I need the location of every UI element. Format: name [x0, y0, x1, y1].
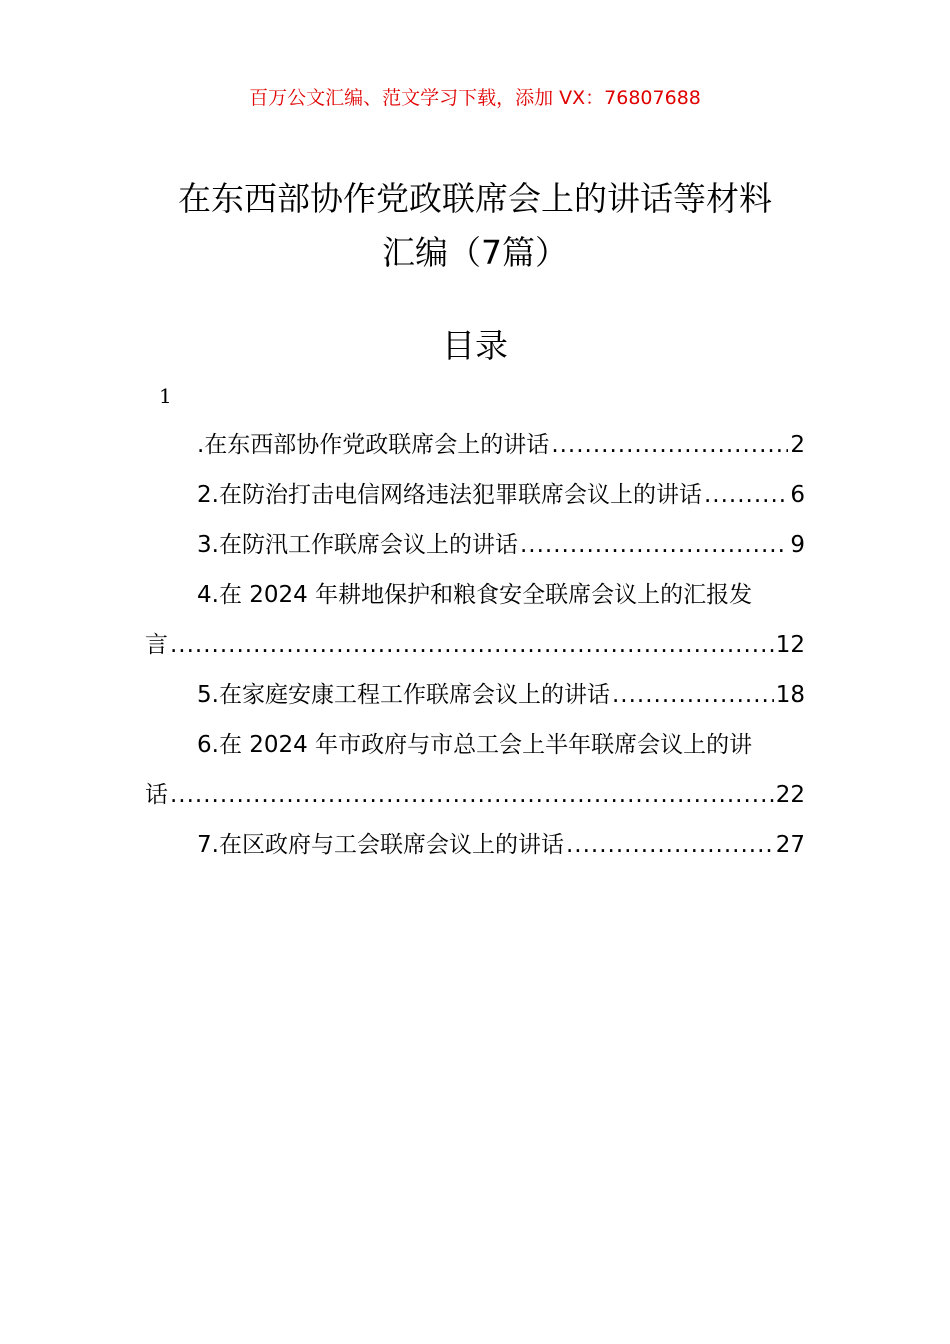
toc-entry-6-line-2[interactable] — [145, 770, 805, 820]
dot-leader — [704, 470, 788, 520]
toc-entry-label: .在东西部协作党政联席会上的讲话 — [197, 432, 550, 458]
toc-entry-1[interactable] — [145, 420, 805, 470]
document-title-line-1: 在东西部协作党政联席会上的讲话等材料 — [178, 179, 772, 218]
dot-leader — [170, 770, 774, 820]
toc-entry-page: 6 — [790, 482, 805, 508]
toc-entry-5[interactable] — [145, 670, 805, 720]
toc-entry-label: 5.在家庭安康工程工作联席会议上的讲话 — [197, 682, 610, 708]
toc-entry-4-line-2[interactable] — [145, 620, 805, 670]
header-note: 百万公文汇编、范文学习下载，添加 VX：76807688 — [249, 87, 701, 109]
dot-leader — [612, 670, 774, 720]
toc-entry-4-line-1[interactable] — [145, 570, 805, 620]
toc-entry-page: 27 — [775, 832, 805, 858]
toc-entry-page: 18 — [775, 682, 805, 708]
toc-entry-label-continued: 言 — [145, 632, 168, 658]
toc-entry-3[interactable] — [145, 520, 805, 570]
stray-number: 1 — [159, 384, 172, 408]
toc-entry-label: 7.在区政府与工会联席会议上的讲话 — [197, 832, 564, 858]
dot-leader — [566, 820, 774, 870]
toc-heading: 目录 — [442, 326, 508, 365]
toc-entry-7[interactable] — [145, 820, 805, 870]
document-title-line-2: 汇编（7篇） — [382, 233, 568, 272]
toc-entry-label: 2.在防治打击电信网络违法犯罪联席会议上的讲话 — [197, 482, 702, 508]
toc-entry-label: 6.在 2024 年市政府与市总工会上半年联席会议上的讲 — [197, 732, 753, 758]
toc-entry-page: 9 — [790, 532, 805, 558]
dot-leader — [520, 520, 788, 570]
document-title — [100, 172, 850, 280]
toc-entry-label: 3.在防汛工作联席会议上的讲话 — [197, 532, 518, 558]
toc-entry-2[interactable] — [145, 470, 805, 520]
toc-entry-label-continued: 话 — [145, 782, 168, 808]
toc-entry-page: 12 — [775, 632, 805, 658]
toc-entry-page: 2 — [790, 432, 805, 458]
table-of-contents — [145, 420, 805, 870]
dot-leader — [551, 420, 788, 470]
toc-entry-page: 22 — [775, 782, 805, 808]
toc-entry-label: 4.在 2024 年耕地保护和粮食安全联席会议上的汇报发 — [197, 582, 753, 608]
toc-entry-6-line-1[interactable] — [145, 720, 805, 770]
dot-leader — [170, 620, 774, 670]
